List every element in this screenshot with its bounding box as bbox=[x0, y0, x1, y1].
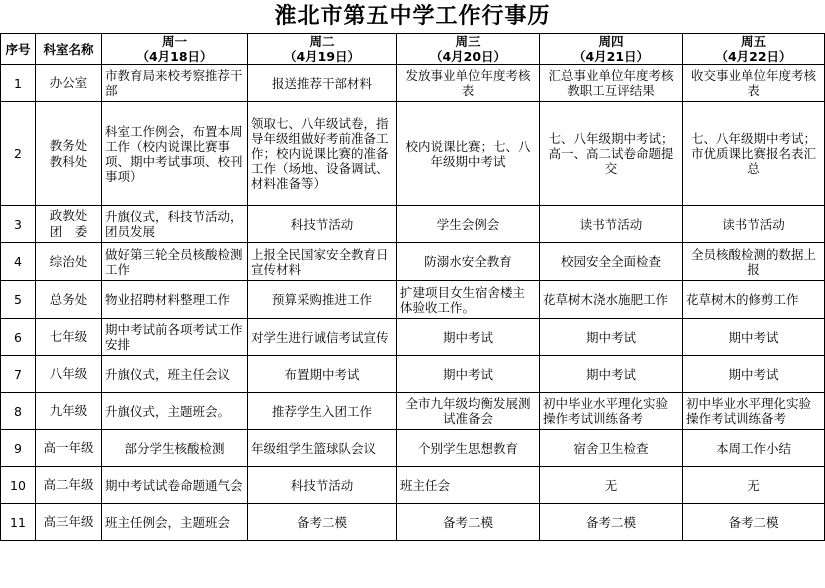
schedule-cell: 布置期中考试 bbox=[248, 356, 397, 393]
dept-name: 九年级 bbox=[49, 403, 88, 418]
schedule-cell: 科室工作例会，布置本周工作（校内说课比赛事项、期中考试事项、校刊事项） bbox=[102, 102, 248, 206]
schedule-cell: 校内说课比赛；七、八年级期中考试 bbox=[397, 102, 540, 206]
schedule-cell: 升旗仪式，科技节活动，团员发展 bbox=[102, 206, 248, 243]
schedule-cell: 科技节活动 bbox=[248, 206, 397, 243]
row-dept bbox=[36, 356, 102, 393]
dept-name: 高二年级 bbox=[43, 477, 94, 492]
schedule-cell: 期中考试前各项考试工作安排 bbox=[102, 319, 248, 356]
header-date-label: （4月19日） bbox=[283, 49, 361, 64]
header-day-label: 周五 bbox=[740, 34, 766, 49]
schedule-cell: 发放事业单位年度考核表 bbox=[397, 65, 540, 102]
table-row bbox=[1, 467, 825, 504]
schedule-cell: 本周工作小结 bbox=[683, 430, 825, 467]
table-row bbox=[1, 65, 825, 102]
schedule-cell: 报送推荐干部材料 bbox=[248, 65, 397, 102]
schedule-cell: 部分学生核酸检测 bbox=[102, 430, 248, 467]
schedule-cell: 期中考试 bbox=[397, 319, 540, 356]
schedule-cell: 期中考试 bbox=[540, 319, 683, 356]
header-day-label: 周一 bbox=[161, 34, 187, 49]
schedule-cell: 期中考试 bbox=[683, 319, 825, 356]
header-day bbox=[683, 34, 825, 65]
dept-name: 总务处 bbox=[49, 291, 88, 307]
row-seq: 8 bbox=[1, 393, 36, 430]
dept-name: 团 委 bbox=[49, 224, 88, 239]
row-seq: 10 bbox=[1, 467, 36, 504]
table-row bbox=[1, 319, 825, 356]
schedule-cell: 班主任会 bbox=[397, 467, 540, 504]
dept-name: 高三年级 bbox=[43, 514, 94, 529]
schedule-cell: 全市九年级均衡发展测试准备会 bbox=[397, 393, 540, 430]
header-day bbox=[248, 34, 397, 65]
schedule-cell: 预算采购推进工作 bbox=[248, 281, 397, 319]
row-seq: 4 bbox=[1, 243, 36, 281]
schedule-cell: 升旗仪式，班主任会议 bbox=[102, 356, 248, 393]
schedule-cell: 汇总事业单位年度考核教职工互评结果 bbox=[540, 65, 683, 102]
schedule-cell: 上报全民国家安全教育日宣传材料 bbox=[248, 243, 397, 281]
page-title: 淮北市第五中学工作行事历 bbox=[274, 3, 551, 29]
header-date-label: （4月18日） bbox=[136, 49, 213, 64]
schedule-cell: 升旗仪式，主题班会。 bbox=[102, 393, 248, 430]
schedule-cell: 读书节活动 bbox=[540, 206, 683, 243]
header-day bbox=[102, 34, 248, 65]
schedule-cell: 读书节活动 bbox=[683, 206, 825, 243]
header-day-label: 周三 bbox=[455, 34, 481, 49]
row-dept bbox=[36, 393, 102, 430]
table-row bbox=[1, 102, 825, 206]
dept-name: 办公室 bbox=[49, 75, 88, 90]
schedule-cell: 期中考试 bbox=[683, 356, 825, 393]
row-dept bbox=[36, 65, 102, 102]
table-row bbox=[1, 393, 825, 430]
schedule-cell: 七、八年级期中考试；市优质课比赛报名表汇总 bbox=[683, 102, 825, 206]
row-seq: 2 bbox=[1, 102, 36, 206]
schedule-cell: 防溺水安全教育 bbox=[397, 243, 540, 281]
schedule-cell: 个别学生思想教育 bbox=[397, 430, 540, 467]
schedule-cell: 花草树木浇水施肥工作 bbox=[540, 281, 683, 319]
row-seq: 6 bbox=[1, 319, 36, 356]
schedule-cell: 备考二模 bbox=[540, 504, 683, 541]
row-dept bbox=[36, 281, 102, 319]
schedule-cell: 无 bbox=[683, 467, 825, 504]
schedule-cell: 对学生进行诚信考试宣传 bbox=[248, 319, 397, 356]
schedule-cell: 期中考试试卷命题通气会 bbox=[102, 467, 248, 504]
schedule-cell: 扩建项目女生宿舍楼主体验收工作。 bbox=[397, 281, 540, 319]
schedule-cell: 初中毕业水平理化实验操作考试训练备考 bbox=[683, 393, 825, 430]
schedule-cell: 推荐学生入团工作 bbox=[248, 393, 397, 430]
table-row bbox=[1, 356, 825, 393]
schedule-cell: 做好第三轮全员核酸检测工作 bbox=[102, 243, 248, 281]
row-dept bbox=[36, 430, 102, 467]
header-day-label: 周四 bbox=[598, 34, 624, 49]
schedule-cell: 收交事业单位年度考核表 bbox=[683, 65, 825, 102]
schedule-cell: 无 bbox=[540, 467, 683, 504]
header-dept: 科室名称 bbox=[36, 34, 102, 65]
schedule-cell: 期中考试 bbox=[397, 356, 540, 393]
schedule-cell: 领取七、八年级试卷，指导年级组做好考前准备工作；校内说课比赛的准备工作（场地、设备调试、材料准备等） bbox=[248, 102, 397, 206]
row-seq: 5 bbox=[1, 281, 36, 319]
dept-name: 七年级 bbox=[49, 329, 88, 344]
schedule-cell: 市教育局来校考察推荐干部 bbox=[102, 65, 248, 102]
row-seq: 1 bbox=[1, 65, 36, 102]
schedule-cell: 备考二模 bbox=[248, 504, 397, 541]
row-seq: 11 bbox=[1, 504, 36, 541]
row-dept bbox=[36, 243, 102, 281]
table-row bbox=[1, 281, 825, 319]
row-seq: 3 bbox=[1, 206, 36, 243]
row-dept bbox=[36, 504, 102, 541]
header-date-label: （4月20日） bbox=[429, 49, 507, 64]
row-dept bbox=[36, 102, 102, 206]
schedule-cell: 全员核酸检测的数据上报 bbox=[683, 243, 825, 281]
schedule-cell: 备考二模 bbox=[397, 504, 540, 541]
header-date-label: （4月22日） bbox=[715, 49, 792, 64]
dept-name: 八年级 bbox=[49, 366, 88, 381]
table-row bbox=[1, 206, 825, 243]
header-seq: 序号 bbox=[1, 34, 36, 65]
table-row bbox=[1, 430, 825, 467]
table-row bbox=[1, 243, 825, 281]
schedule-cell: 年级组学生篮球队会议 bbox=[248, 430, 397, 467]
schedule-cell: 科技节活动 bbox=[248, 467, 397, 504]
row-seq: 9 bbox=[1, 430, 36, 467]
schedule-cell: 学生会例会 bbox=[397, 206, 540, 243]
dept-name: 教科处 bbox=[49, 153, 88, 169]
schedule-cell: 物业招聘材料整理工作 bbox=[102, 281, 248, 319]
schedule-cell: 备考二模 bbox=[683, 504, 825, 541]
header-row bbox=[1, 34, 825, 65]
schedule-table bbox=[0, 33, 825, 541]
row-dept bbox=[36, 467, 102, 504]
row-dept bbox=[36, 319, 102, 356]
schedule-cell: 宿舍卫生检查 bbox=[540, 430, 683, 467]
header-day-label: 周二 bbox=[309, 34, 335, 49]
header-date-label: （4月21日） bbox=[572, 49, 650, 64]
header-day bbox=[397, 34, 540, 65]
row-seq: 7 bbox=[1, 356, 36, 393]
schedule-cell: 七、八年级期中考试；高一、高二试卷命题提交 bbox=[540, 102, 683, 206]
row-dept bbox=[36, 206, 102, 243]
table-row bbox=[1, 504, 825, 541]
header-day bbox=[540, 34, 683, 65]
schedule-cell: 期中考试 bbox=[540, 356, 683, 393]
schedule-cell: 校园安全全面检查 bbox=[540, 243, 683, 281]
dept-name: 高一年级 bbox=[43, 440, 94, 455]
dept-name: 综治处 bbox=[49, 253, 88, 269]
schedule-cell: 班主任例会，主题班会 bbox=[102, 504, 248, 541]
dept-name: 教务处 bbox=[49, 137, 88, 153]
schedule-cell: 初中毕业水平理化实验操作考试训练备考 bbox=[540, 393, 683, 430]
schedule-cell: 花草树木的修剪工作 bbox=[683, 281, 825, 319]
dept-name: 政教处 bbox=[49, 208, 88, 223]
